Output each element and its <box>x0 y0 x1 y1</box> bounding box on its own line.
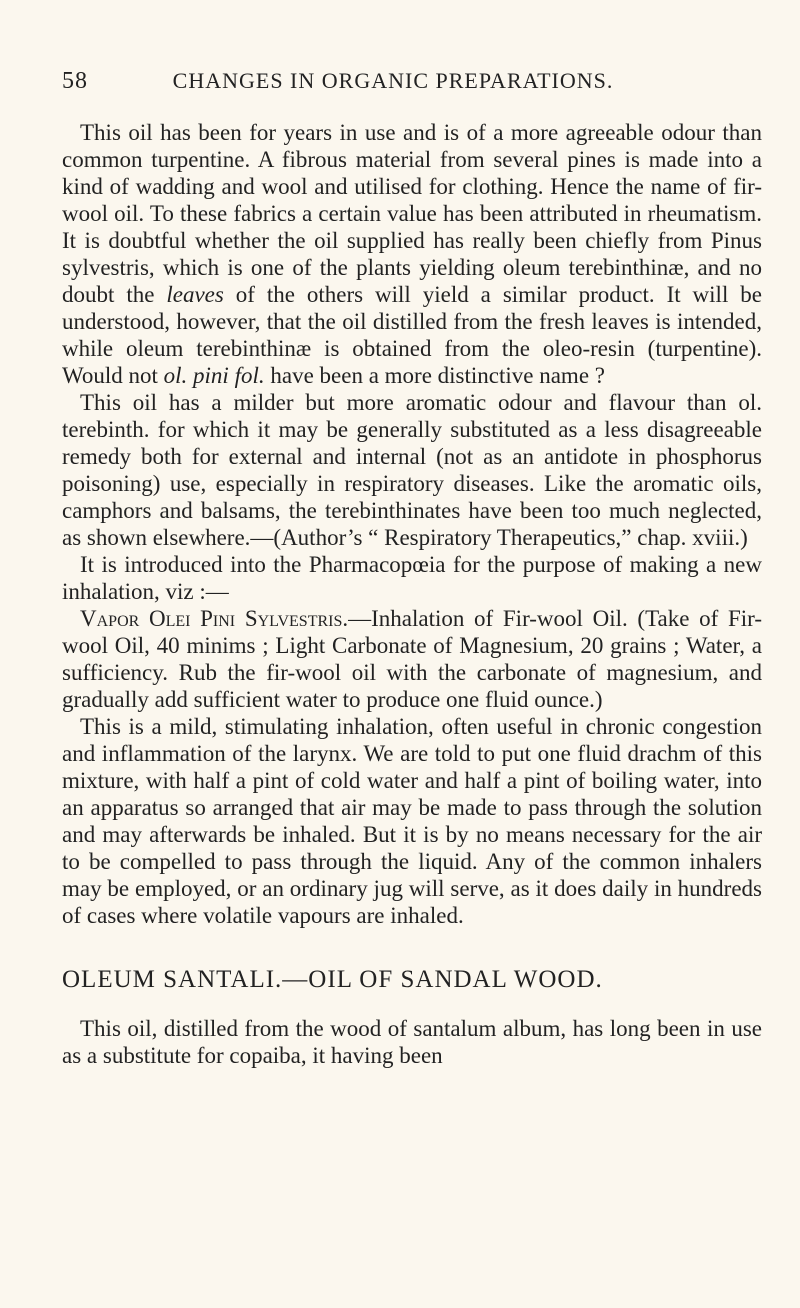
paragraph-sandal-wood: This oil, distilled from the wood of santalum album, has long been in use as a substitute for copaiba, it having been <box>62 1016 762 1068</box>
paragraph-aromatic-odour: This oil has a milder but more aromatic odour and flavour than ol. terebinth. for which it may be generally substituted as a less disagreeable remedy both for external and internal (not as an antidote in phosphorus poisoning) use, especially in respiratory diseases. Like the aromatic oils, camphors and balsams, the terebinthinates have been too much neglected, as shown elsewhere.—(Author’s “ Respiratory Therapeutics,” chap. xviii.) <box>62 390 762 550</box>
paragraph-text: This oil has been for years in use and is of a more agreeable odour than common turpentine. A fibrous material from several pines is made into a kind of wadding and wool and utilised for clothing. Hence the name of fir-wool oil. To these fabrics a certain value has been attributed in rheumatism. It is doubtful whether the oil supplied has really been chiefly from Pinus sylvestris, which is one of the plants yielding oleum terebinthinæ, and no doubt the <box>62 120 762 307</box>
paragraph-text: of the others will yield a similar product. It will be understood, however, that the oil distilled from the fresh leaves is intended, while oleum terebinthinæ is obtained from the oleo-resin (turpentine). Would not <box>62 282 762 388</box>
book-page <box>62 68 762 1069</box>
page-header <box>62 68 762 95</box>
paragraph-inhalation-use: This is a mild, stimulating inhalation, often useful in chronic congestion and inflammation of the larynx. We are told to put one fluid drachm of this mixture, with half a pint of cold water and half a pint of boiling water, into an apparatus so arranged that air may be made to pass through the solution and may afterwards be inhaled. But it is by no means necessary for the air to be compelled to pass through the liquid. Any of the common inhalers may be employed, or an ordinary jug will serve, as it does daily in hundreds of cases where volatile vapours are inhaled. <box>62 714 762 928</box>
italic-leaves: leaves <box>166 282 224 307</box>
paragraph-text: have been a more distinctive name ? <box>264 363 605 388</box>
vapor-title: Vapor Olei Pini Sylvestris. <box>80 606 349 631</box>
section-title: OLEUM SANTALI.—OIL OF SANDAL WOOD. <box>62 966 603 993</box>
vapor-description: —Inhalation of Fir-wool Oil. (Take of Fir-wool Oil, 40 minims ; Light Carbonate of Magnesium, 20 grains ; Water, a sufficiency. Rub the fir-wool oil with the carbonate of magnesium, and gradually add sufficient water to produce one fluid ounce.) <box>62 606 763 712</box>
italic-ol-pini-fol: ol. pini fol. <box>163 363 265 388</box>
paragraph-pharmacopoeia: It is introduced into the Pharmacopœia for the purpose of making a new inhalation, viz :— <box>62 552 762 604</box>
paragraph-vapor-olei-pini <box>62 605 762 713</box>
paragraph-fir-wool-oil <box>62 119 762 389</box>
running-head: CHANGES IN ORGANIC PREPARATIONS. <box>172 68 614 93</box>
page-number: 58 <box>62 68 88 94</box>
